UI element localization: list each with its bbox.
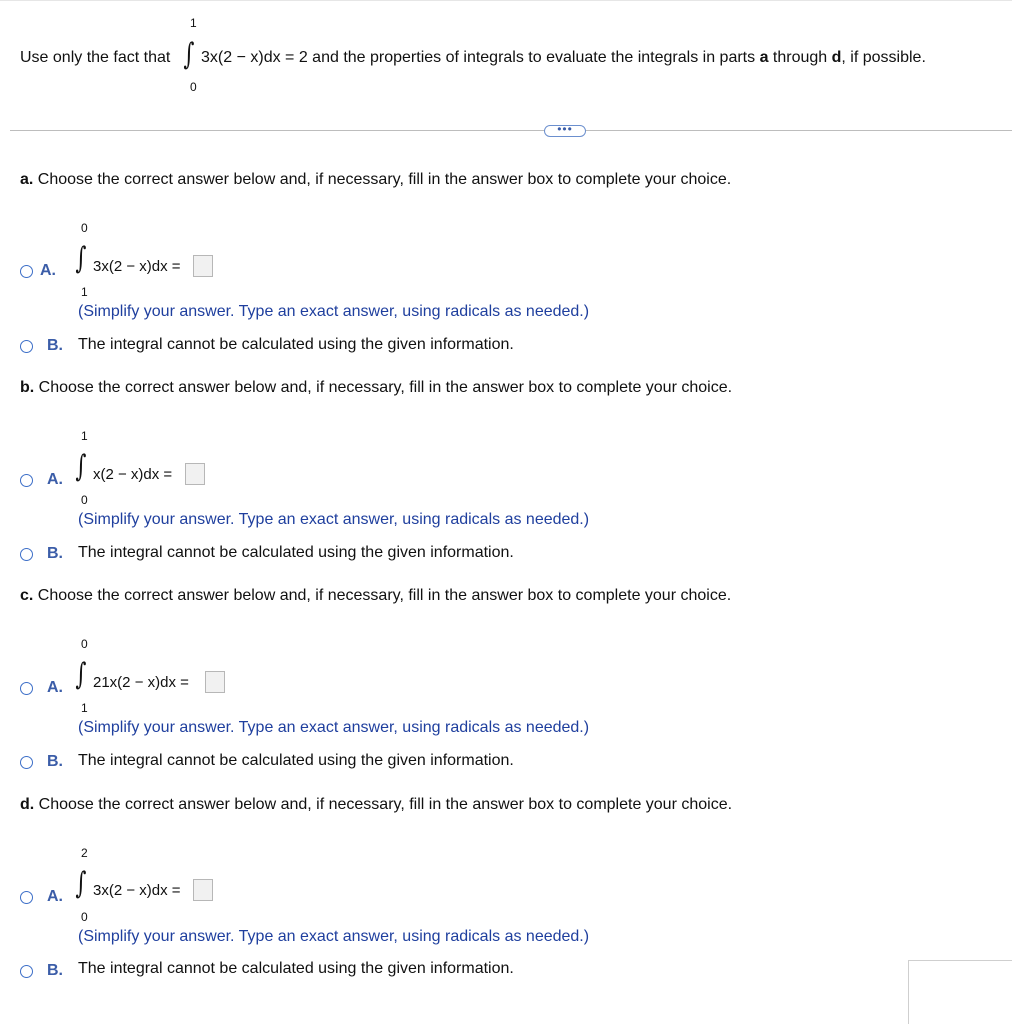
prompt-lower-limit: 0 xyxy=(190,80,197,94)
option-b-label: B. xyxy=(47,962,63,979)
option-a-label: A. xyxy=(40,262,56,279)
part-letter: c. xyxy=(20,587,34,604)
option-a-label: A. xyxy=(47,471,63,488)
part-heading xyxy=(20,379,732,397)
hint-text: (Simplify your answer. Type an exact answer, using radicals as needed.) xyxy=(78,303,590,320)
part-heading xyxy=(20,587,731,605)
lower-limit: 1 xyxy=(81,701,88,715)
lower-limit: 0 xyxy=(81,493,88,507)
option-b-label: B. xyxy=(47,337,63,354)
part-heading xyxy=(20,796,732,814)
option-b-text: The integral cannot be calculated using the given information. xyxy=(78,336,514,353)
option-a-label: A. xyxy=(47,888,63,905)
integrand: 21x(2 − x)dx = xyxy=(93,674,189,691)
integral-sign-icon: ∫ xyxy=(183,37,195,72)
integrand: 3x(2 − x)dx = xyxy=(93,882,181,899)
integral-sign-icon: ∫ xyxy=(75,449,87,484)
option-b-radio[interactable] xyxy=(20,340,33,353)
upper-limit: 0 xyxy=(81,221,88,235)
upper-limit: 1 xyxy=(81,429,88,443)
answer-input-b[interactable] xyxy=(185,463,205,485)
prompt-prefix: Use only the fact that xyxy=(20,49,171,66)
option-a-radio[interactable] xyxy=(20,265,33,278)
option-b-radio[interactable] xyxy=(20,756,33,769)
prompt-suffix: , if possible. xyxy=(841,49,926,66)
option-b-radio[interactable] xyxy=(20,548,33,561)
prompt-part-a: a xyxy=(759,49,769,66)
hint-text: (Simplify your answer. Type an exact answer, using radicals as needed.) xyxy=(78,928,590,945)
top-border xyxy=(0,0,1012,1)
integral-sign-icon: ∫ xyxy=(75,866,87,901)
part-letter: b. xyxy=(20,379,35,396)
answer-input-d[interactable] xyxy=(193,879,213,901)
part-letter: d. xyxy=(20,796,35,813)
corner-panel xyxy=(908,960,1012,1024)
part-letter: a. xyxy=(20,171,34,188)
lower-limit: 1 xyxy=(81,285,88,299)
lower-limit: 0 xyxy=(81,910,88,924)
prompt-statement xyxy=(201,49,926,67)
prompt-upper-limit: 1 xyxy=(190,16,197,30)
integral-sign-icon: ∫ xyxy=(75,241,87,276)
option-b-label: B. xyxy=(47,753,63,770)
more-options-button[interactable]: ••• xyxy=(544,125,586,137)
part-instructions: Choose the correct answer below and, if necessary, fill in the answer box to complete your choice. xyxy=(33,587,732,604)
prompt-text: and the properties of integrals to evaluate the integrals in parts xyxy=(312,49,760,66)
answer-input-a[interactable] xyxy=(193,255,213,277)
part-heading xyxy=(20,171,731,189)
option-b-radio[interactable] xyxy=(20,965,33,978)
section-divider xyxy=(10,130,1012,131)
option-a-radio[interactable] xyxy=(20,474,33,487)
upper-limit: 2 xyxy=(81,846,88,860)
prompt-through: through xyxy=(768,49,832,66)
option-a-radio[interactable] xyxy=(20,682,33,695)
option-b-label: B. xyxy=(47,545,63,562)
answer-input-c[interactable] xyxy=(205,671,225,693)
hint-text: (Simplify your answer. Type an exact answer, using radicals as needed.) xyxy=(78,719,590,736)
prompt-integrand: 3x(2 − x)dx = 2 xyxy=(201,49,308,66)
part-instructions: Choose the correct answer below and, if necessary, fill in the answer box to complete your choice. xyxy=(34,379,733,396)
option-a-label: A. xyxy=(47,679,63,696)
integrand: 3x(2 − x)dx = xyxy=(93,258,181,275)
option-b-text: The integral cannot be calculated using the given information. xyxy=(78,752,514,769)
integrand: x(2 − x)dx = xyxy=(93,466,173,483)
upper-limit: 0 xyxy=(81,637,88,651)
part-instructions: Choose the correct answer below and, if necessary, fill in the answer box to complete your choice. xyxy=(33,171,732,188)
option-a-radio[interactable] xyxy=(20,891,33,904)
hint-text: (Simplify your answer. Type an exact answer, using radicals as needed.) xyxy=(78,511,590,528)
part-instructions: Choose the correct answer below and, if necessary, fill in the answer box to complete your choice. xyxy=(34,796,733,813)
option-b-text: The integral cannot be calculated using the given information. xyxy=(78,544,514,561)
integral-sign-icon: ∫ xyxy=(75,657,87,692)
option-b-text: The integral cannot be calculated using the given information. xyxy=(78,960,514,977)
prompt-part-d: d xyxy=(831,49,842,66)
